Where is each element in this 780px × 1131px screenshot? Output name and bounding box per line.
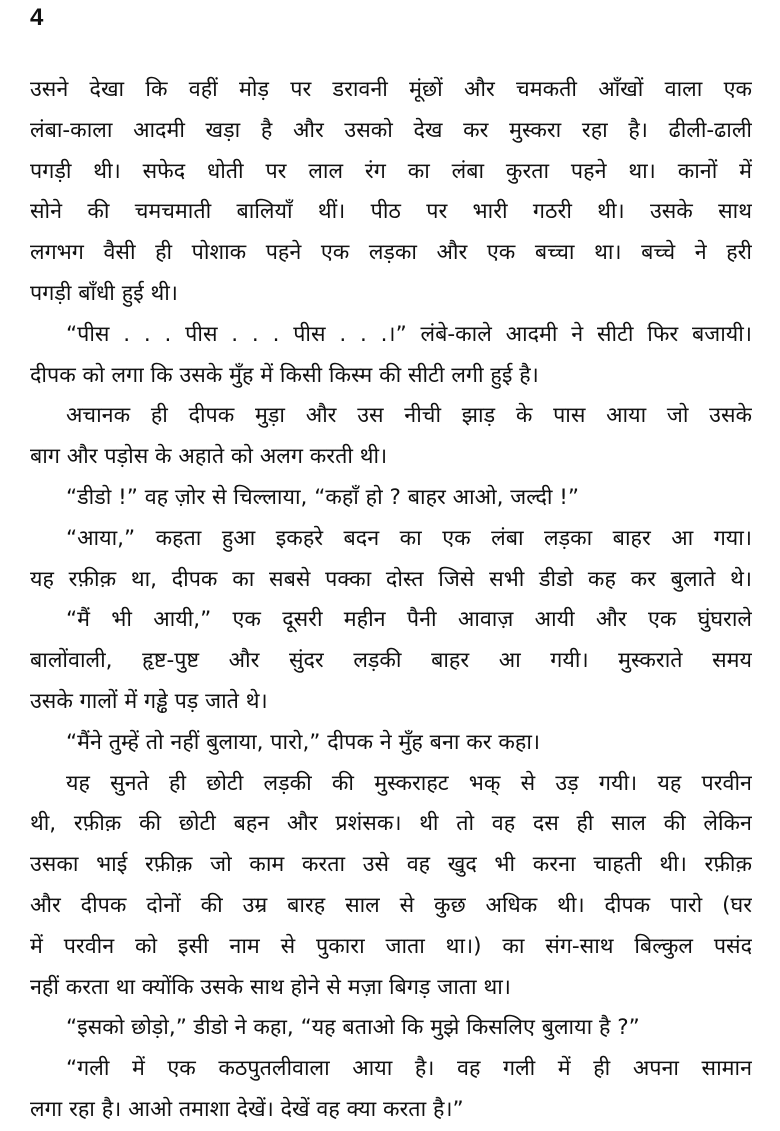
text-line: यह रफ़ीक़ था, दीपक का सबसे पक्का दोस्त जिसे सभी डीडो कह कर बुलाते थे।	[30, 566, 752, 592]
text-line: उसका भाई रफ़ीक़ जो काम करता उसे वह खुद भी करना चाहती थी। रफ़ीक़	[30, 852, 752, 878]
text-line: “मैं भी आयी,” एक दूसरी महीन पैनी आवाज़ आयी और एक घुंघराले	[66, 607, 752, 633]
text-line: में परवीन को इसी नाम से पुकारा जाता था।) का संग-साथ बिल्कुल पसंद	[30, 933, 752, 959]
body-text	[30, 70, 752, 1131]
text-line: लगा रहा है। आओ तमाशा देखें। देखें वह क्या करता है।”	[30, 1096, 464, 1122]
text-line: “आया,” कहता हुआ इकहरे बदन का एक लंबा लड़का बाहर आ गया।	[66, 525, 752, 551]
text-line: “डीडो !” वह ज़ोर से चिल्लाया, “कहाँ हो ? बाहर आओ, जल्दी !”	[66, 484, 580, 510]
text-line: बालोंवाली, हृष्ट-पुष्ट और सुंदर लड़की बाहर आ गयी। मुस्कराते समय	[30, 648, 752, 674]
text-line: दीपक को लगा कि उसके मुँह में किसी किस्म की सीटी लगी हुई है।	[30, 362, 539, 388]
text-line: अचानक ही दीपक मुड़ा और उस नीची झाड़ के पास आया जो उसके	[66, 403, 752, 429]
text-line: और दीपक दोनों की उम्र बारह साल से कुछ अधिक थी। दीपक पारो (घर	[30, 892, 752, 918]
text-line: पगड़ी बाँधी हुई थी।	[30, 280, 178, 306]
text-line: लगभग वैसी ही पोशाक पहने एक लड़का और एक बच्चा था। बच्चे ने हरी	[30, 240, 752, 266]
text-line: पगड़ी थी। सफेद धोती पर लाल रंग का लंबा कुरता पहने था। कानों में	[30, 158, 752, 184]
text-line: “इसको छोड़ो,” डीडो ने कहा, “यह बताओ कि मुझे किसलिए बुलाया है ?”	[66, 1015, 640, 1041]
text-line: उसने देखा कि वहीं मोड़ पर डरावनी मूंछों और चमकती आँखों वाला एक	[30, 77, 752, 102]
text-line: उसके गालों में गड्ढे पड़ जाते थे।	[30, 688, 268, 714]
text-line: नहीं करता था क्योंकि उसके साथ होने से मज़ा बिगड़ जाता था।	[30, 974, 511, 1000]
text-line: लंबा-काला आदमी खड़ा है और उसको देख कर मुस्करा रहा है। ढीली-ढाली	[30, 117, 752, 143]
text-line: यह सुनते ही छोटी लड़की की मुस्कराहट भक् से उड़ गयी। यह परवीन	[66, 770, 752, 796]
text-line: थी, रफ़ीक़ की छोटी बहन और प्रशंसक। थी तो वह दस ही साल की लेकिन	[30, 811, 752, 837]
text-line: सोने की चमचमाती बालियाँ थीं। पीठ पर भारी गठरी थी। उसके साथ	[30, 199, 752, 225]
text-line: “गली में एक कठपुतलीवाला आया है। वह गली में ही अपना सामान	[66, 1056, 752, 1082]
page-number: 4	[30, 4, 44, 31]
text-line: “पीस . . . पीस . . . पीस . . .।” लंबे-काले आदमी ने सीटी फिर बजायी।	[66, 321, 752, 347]
text-line: बाग और पड़ोस के अहाते को अलग करती थी।	[30, 444, 388, 470]
text-line: “मैंने तुम्हें तो नहीं बुलाया, पारो,” दीपक ने मुँह बना कर कहा।	[66, 729, 541, 755]
